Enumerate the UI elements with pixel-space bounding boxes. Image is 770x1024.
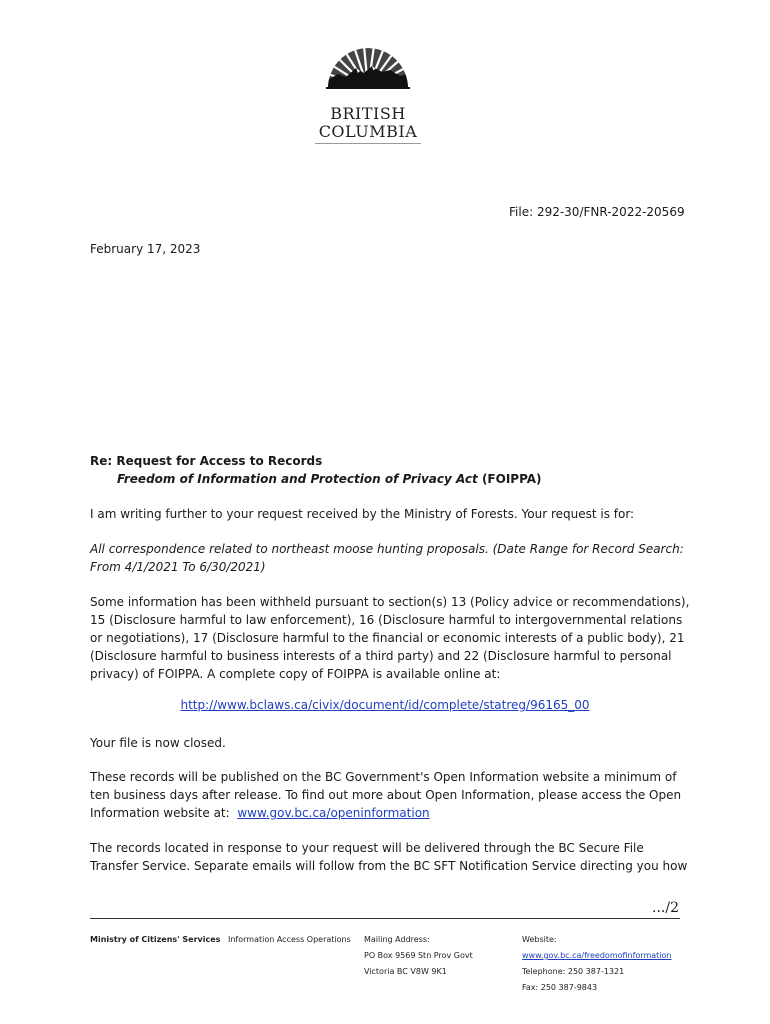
foippa-link[interactable]: http://www.bclaws.ca/civix/document/id/complete/statreg/96165_00 bbox=[180, 698, 590, 712]
page-continuation-marker: .../2 bbox=[652, 900, 679, 916]
logo-rule bbox=[315, 143, 421, 144]
foippa-link-line bbox=[0, 698, 770, 712]
mailing-label: Mailing Address: bbox=[364, 935, 430, 944]
letter-date: February 17, 2023 bbox=[90, 242, 201, 256]
footer-mailing-address bbox=[364, 932, 473, 980]
body-paragraph-intro: I am writing further to your request received by the Ministry of Forests. Your request is for: bbox=[90, 507, 635, 521]
website-link[interactable]: www.gov.bc.ca/freedomofinformation bbox=[522, 951, 672, 960]
body-paragraph-transfer: The records located in response to your request will be delivered through the BC Secure File Transfer Service. Separate emails will follow from the BC SFT Notification Service directing you how bbox=[90, 841, 688, 873]
mailing-line-2: Victoria BC V8W 9K1 bbox=[364, 967, 447, 976]
footer-ministry: Ministry of Citizens' Services bbox=[90, 935, 221, 944]
footer-contact bbox=[522, 932, 672, 996]
act-abbreviation: (FOIPPA) bbox=[481, 472, 542, 486]
subject-line: Re: Request for Access to Records bbox=[90, 454, 323, 468]
sun-mountain-icon bbox=[312, 44, 424, 104]
body-paragraph-withheld: Some information has been withheld pursuant to section(s) 13 (Policy advice or recommendations), 15 (Disclosure harmful to law enforcement), 16 (Disclosure harmful to intergovernmental relations or negotiations), 17 (Disclosure harmful to the financial or economic interests of a public body), 21 (Disclosure harmful to business interests of a third party) and 22 (Disclosure harmful to personal privacy) of FOIPPA. A complete copy of FOIPPA is available online at: bbox=[90, 595, 690, 681]
open-info-text: These records will be published on the BC Government's Open Information website a minimum of ten business days after release. To find out more about Open Information, please access the Open Information website at: bbox=[90, 770, 682, 820]
act-name: Freedom of Information and Protection of Privacy Act bbox=[117, 472, 478, 486]
logo-text-british: BRITISH bbox=[330, 104, 406, 123]
mailing-line-1: PO Box 9569 Stn Prov Govt bbox=[364, 951, 473, 960]
telephone: Telephone: 250 387-1321 bbox=[522, 967, 625, 976]
footer-branch: Information Access Operations bbox=[228, 935, 351, 944]
file-number: File: 292-30/FNR-2022-20569 bbox=[509, 205, 685, 219]
body-paragraph-closed: Your file is now closed. bbox=[90, 736, 226, 750]
subject-block bbox=[90, 452, 542, 488]
body-paragraph-open-info bbox=[90, 768, 690, 822]
bc-government-logo bbox=[312, 44, 424, 148]
fax: Fax: 250 387-9843 bbox=[522, 983, 598, 992]
website-label: Website: bbox=[522, 935, 557, 944]
request-description: All correspondence related to northeast moose hunting proposals. (Date Range for Record Search: From 4/1/2021 To 6/30/2021) bbox=[90, 542, 684, 574]
subject-act-line bbox=[90, 470, 542, 488]
logo-text-columbia: COLUMBIA bbox=[318, 122, 418, 141]
open-info-link[interactable]: www.gov.bc.ca/openinformation bbox=[237, 806, 430, 820]
footer-divider bbox=[90, 918, 680, 919]
